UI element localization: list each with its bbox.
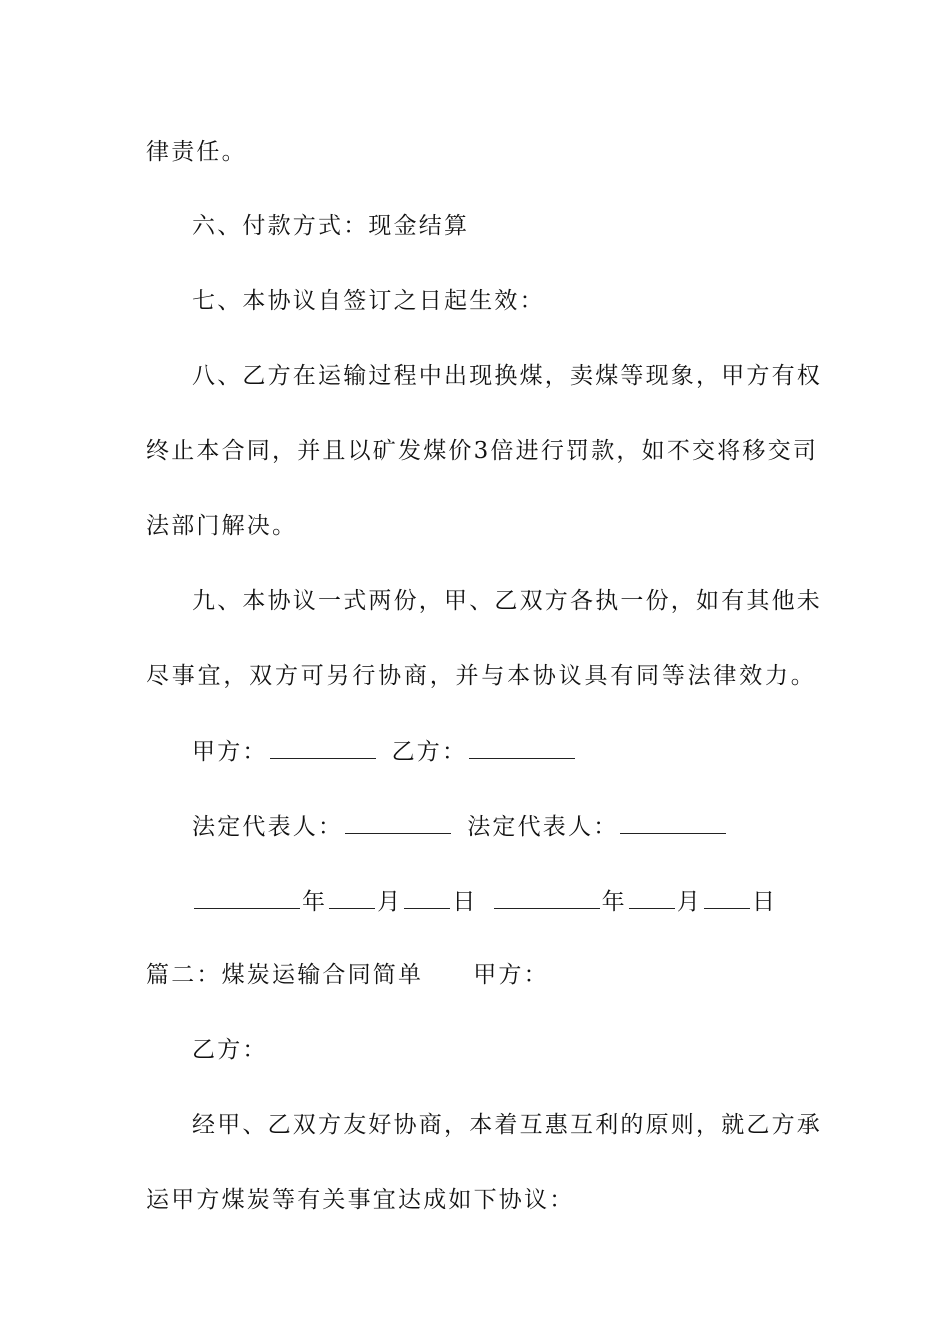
- penalty-clause-line-3: 法部门解决。: [146, 513, 298, 539]
- agreement-intro-line-2: 运甲方煤炭等有关事宜达成如下协议：: [146, 1187, 575, 1213]
- party-signature-line: [192, 736, 816, 767]
- rep-b-label: 法定代表人：: [467, 814, 619, 840]
- rep-b-blank: [620, 811, 726, 834]
- date-a-day-blank: [404, 886, 450, 909]
- copies-clause-line-1: 九、本协议一式两份，甲、乙双方各执一份，如有其他未: [192, 588, 822, 614]
- party-b-blank: [469, 736, 575, 759]
- penalty-clause-line-2: 终止本合同，并且以矿发煤价3倍进行罚款，如不交将移交司: [146, 438, 819, 464]
- date-signature-line: [192, 886, 816, 917]
- penalty-clause-line-1: 八、乙方在运输过程中出现换煤，卖煤等现象，甲方有权: [192, 363, 822, 389]
- paragraph-line-1: 律责任。: [146, 139, 247, 165]
- section-two-heading-line: [146, 960, 816, 990]
- date-b-month-blank: [629, 886, 675, 909]
- copies-clause-line-2: 尽事宜，双方可另行协商，并与本协议具有同等法律效力。: [146, 663, 816, 689]
- party-a-label: 甲方：: [192, 739, 268, 765]
- date-a-year-blank: [194, 886, 300, 909]
- date-b-year: 年: [601, 889, 627, 915]
- effective-date-clause: 七、本协议自签订之日起生效：: [192, 288, 545, 314]
- rep-a-label: 法定代表人：: [192, 814, 344, 840]
- rep-a-blank: [345, 811, 451, 834]
- date-a-year: 年: [302, 889, 328, 915]
- date-b-day: 日: [752, 889, 778, 915]
- date-b-month: 月: [676, 889, 703, 915]
- party-a-blank: [270, 736, 376, 759]
- section-two-title: 篇二：煤炭运输合同简单: [146, 962, 424, 988]
- date-b-day-blank: [704, 886, 750, 909]
- date-a-day: 日: [452, 889, 478, 915]
- date-a-month: 月: [377, 889, 403, 915]
- date-a-month-blank: [329, 886, 375, 909]
- section-two-party-a: 甲方：: [473, 962, 549, 988]
- agreement-intro-line-1: 经甲、乙双方友好协商，本着互惠互利的原则，就乙方承: [192, 1112, 822, 1138]
- representative-signature-line: [192, 811, 816, 842]
- payment-method-clause: 六、付款方式：现金结算: [192, 213, 470, 239]
- party-b-label: 乙方：: [391, 739, 468, 765]
- section-two-party-b: 乙方：: [192, 1037, 268, 1063]
- date-b-year-blank: [494, 886, 600, 909]
